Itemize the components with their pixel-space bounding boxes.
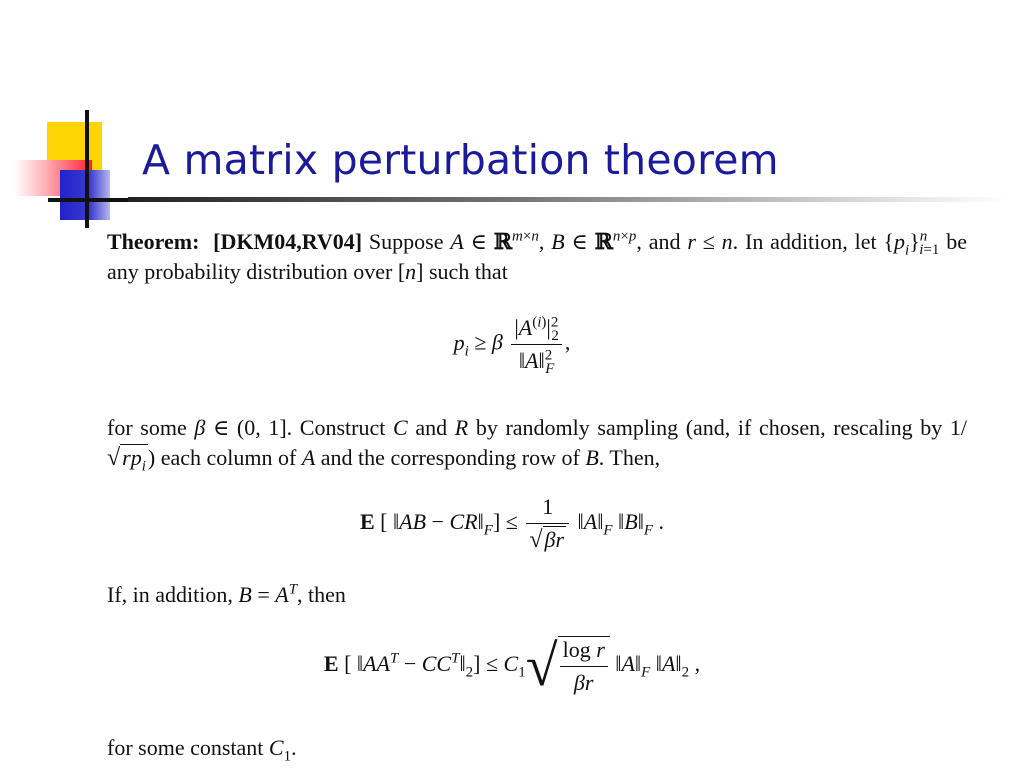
title-underline (128, 197, 1008, 202)
probability-inequality: $p_i \ge \beta$ $\frac{|A^{(i)}|^2_2}{‖A‖^2_F}$ , (453, 314, 571, 378)
theorem-label: Theorem: (107, 229, 200, 254)
slide-title: A matrix perturbation theorem (142, 136, 779, 184)
closing-text-label: for some constant (107, 735, 264, 760)
theorem-citation: [DKM04,RV04] (213, 229, 363, 254)
sampling-description: for some β ∈ (0, 1]. Construct C and R by randomly sampling (and, if chosen, rescaling by $1/√rp_i$) each column of A and the corresponding row of B. Then, (107, 415, 968, 475)
closing-text: for some constant $C_1$. (107, 735, 297, 765)
frobenius-bound: E [ ‖AB − $CR‖_F$] ≤ $\frac{1}{√\beta r}$ $‖A‖_F$ $‖B‖_F$ . (359, 494, 665, 553)
logo-vertical-line (85, 110, 89, 228)
logo-horizontal-line (48, 198, 128, 202)
theorem-statement: Theorem: [DKM04,RV04] Suppose A ∈ ℝ$^{m\times n}$, B ∈ ℝ$^{n\times p}$, and r ≤ n. In addition, let $\{p_i\}^n_{i=1}$ be any probability distribution over [n] such that (107, 228, 967, 284)
symmetric-case-text: If, in addition, $B = A^T$, then (107, 581, 346, 607)
spectral-bound: E [ $‖AA^T$ − $CC^T‖_2] \le C_1√$ $\frac{\text{log r}}{\beta r}$ $‖A‖_F$ $‖A‖_2$ , (323, 633, 701, 698)
